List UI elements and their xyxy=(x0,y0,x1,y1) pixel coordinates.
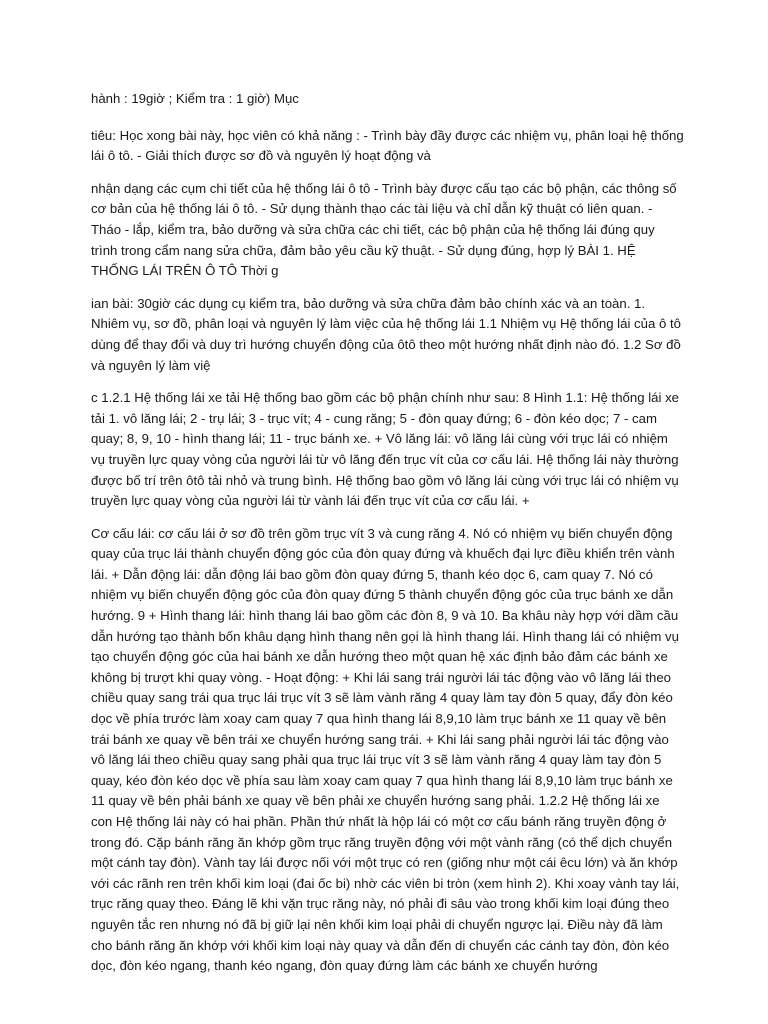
document-page xyxy=(91,89,684,989)
paragraph-5: c 1.2.1 Hệ thống lái xe tải Hệ thống bao gồm các bộ phận chính như sau: 8 Hình 1.1: Hệ thống lái xe tải 1. vô lăng lái; 2 - trụ lái; 3 - trục vít; 4 - cung răng; 5 - đòn quay đứng; 6 - đòn kéo dọc; 7 - cam quay; 8, 9, 10 - hình thang lái; 11 - trục bánh xe. + Vô lăng lái: vô lăng lái cùng với trục lái có nhiệm vụ truyền lực quay vòng của người lái từ vô lăng đến trục vít của cơ cấu lái. Hệ thống lái này thường được bố trí trên ôtô tải nhỏ và trung bình. Hệ thống bao gồm vô lăng lái cùng với trục lái có nhiệm vụ truyền lực quay vòng của người lái từ vành lái đến trục vít của cơ cấu lái. + xyxy=(91,390,679,509)
paragraph-6: Cơ cấu lái: cơ cấu lái ở sơ đồ trên gồm trục vít 3 và cung răng 4. Nó có nhiệm vụ biến chuyển động quay của trục lái thành chuyển động góc của đòn quay đứng và khuếch đại lực điều khiển trên vành lái. + Dẫn động lái: dẫn động lái bao gồm đòn quay đứng 5, thanh kéo dọc 6, cam quay 7. Nó có nhiệm vụ biến chuyển động góc của đòn quay đứng 5 thành chuyển động góc của trục bánh xe dẫn hướng. 9 + Hình thang lái: hình thang lái bao gồm các đòn 8, 9 và 10. Ba khâu này hợp với dầm cầu dẫn hướng tạo thành bốn khâu dạng hình thang nên gọi là hình thang lái. Hình thang lái có nhiệm vụ tạo chuyển động góc của hai bánh xe dẫn hướng theo một quan hệ xác định bảo đảm các bánh xe không bị trượt khi quay vòng. - Hoạt động: + Khi lái sang trái người lái tác động vào vô lăng lái theo chiều quay sang trái qua trục lái trục vít 3 sẽ làm vành răng 4 quay làm tay đòn 5 quay, đẩy đòn kéo dọc về phía trước làm xoay cam quay 7 qua hình thang lái 8,9,10 làm trục bánh xe 11 quay về bên trái bánh xe quay về bên trái xe chuyển hướng sang trái. + Khi lái sang phải người lái tác động vào vô lăng lái theo chiều quay sang phải qua trục lái trục vít 3 sẽ làm vành răng 4 quay làm tay đòn 5 quay, kéo đòn kéo dọc về phía sau làm xoay cam quay 7 qua hình thang lái 8,9,10 làm trục bánh xe 11 quay về bên phải bánh xe quay về bên phải xe chuyển hướng sang phải. 1.2.2 Hệ thống lái xe con Hệ thống lái này có hai phần. Phần thứ nhất là hộp lái có một cơ cấu bánh răng truyền động ở trong đó. Cặp bánh răng ăn khớp gồm trục răng truyền động với một vành răng (có thể dịch chuyển một cánh tay đòn). Vành tay lái được nối với một trục có ren (giống như một cái êcu lớn) và ăn khớp với các rãnh ren trên khối kim loại (đai ốc bi) nhờ các viên bi tròn (xem hình 2). Khi xoay vành tay lái, trục răng quay theo. Đáng lẽ khi vặn trục răng này, nó phải đi sâu vào trong khối kim loại đúng theo nguyên tắc ren nhưng nó đã bị giữ lại nên khối kim loại phải di chuyển ngược lại. Điều này đã làm cho bánh răng ăn khớp với khối kim loại này quay và dẫn đến di chuyển các cánh tay đòn, đòn kéo dọc, đòn kéo ngang, thanh kéo ngang, đòn quay đứng làm các bánh xe chuyển hướng xyxy=(91,525,680,974)
paragraph-1: hành : 19giờ ; Kiểm tra : 1 giờ) Mục xyxy=(91,91,299,106)
paragraph-3: nhận dạng các cụm chi tiết của hệ thống lái ô tô - Trình bày được cấu tạo các bộ phận, các thông số cơ bản của hệ thống lái ô tô. - Sử dụng thành thạo các tài liệu và chỉ dẫn kỹ thuật có liên quan. - Tháo - lắp, kiểm tra, bảo dưỡng và sửa chữa các chi tiết, các bộ phận của hệ thống lái đúng quy trình trong cẩm nang sửa chữa, đảm bảo yêu cầu kỹ thuật. - Sử dụng đúng, hợp lý BÀI 1. HỆ THỐNG LÁI TRÊN Ô TÔ Thời g xyxy=(91,180,677,279)
paragraph-2: tiêu: Học xong bài này, học viên có khả năng : - Trình bày đầy được các nhiệm vụ, phân loại hệ thống lái ô tô. - Giải thích được sơ đồ và nguyên lý hoạt động và xyxy=(91,127,684,164)
paragraph-4: ian bài: 30giờ các dụng cụ kiểm tra, bảo dưỡng và sửa chữa đảm bảo chính xác và an toàn. 1. Nhiêm vụ, sơ đồ, phân loại và nguyên lý làm việc của hệ thống lái 1.1 Nhiệm vụ Hệ thống lái của ô tô dùng để thay đổi và duy trì hướng chuyển động của ôtô theo một hướng nhất định nào đó. 1.2 Sơ đồ và nguyên lý làm việ xyxy=(91,295,681,373)
